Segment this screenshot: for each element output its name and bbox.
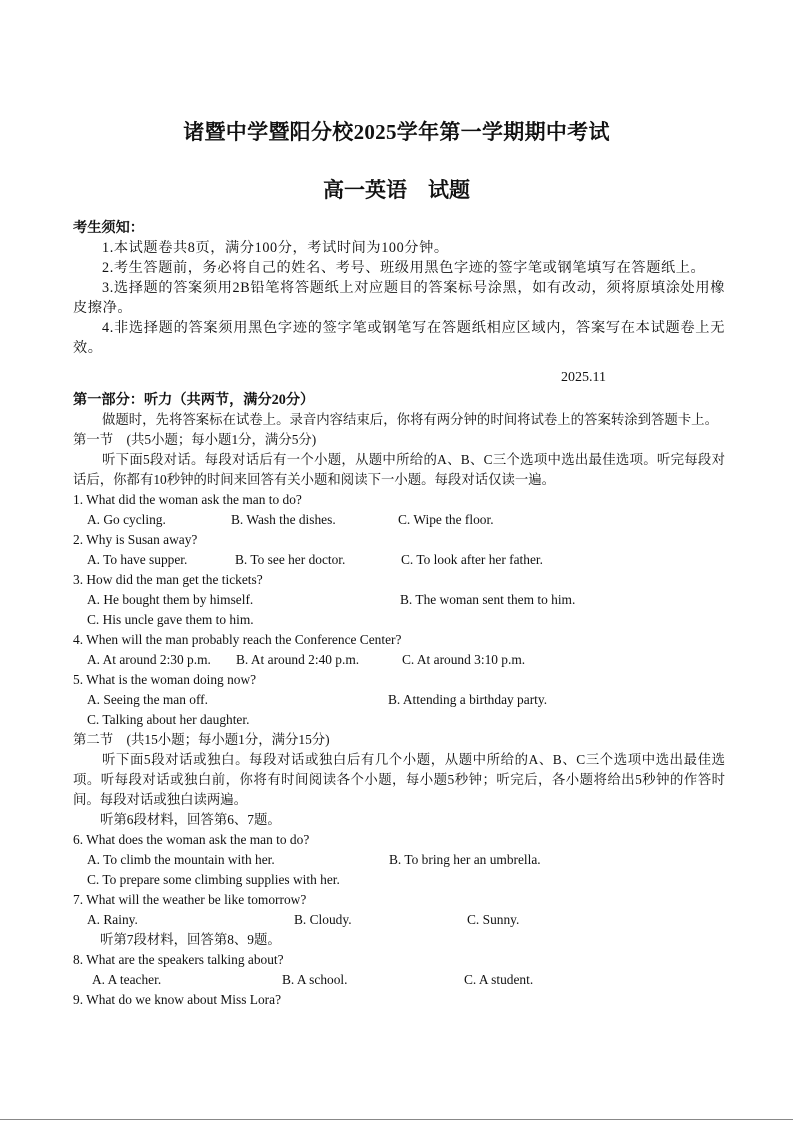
question-stem: 8. What are the speakers talking about? <box>73 952 284 967</box>
question-stem: 4. When will the man probably reach the Conference Center? <box>73 632 402 647</box>
question-stem: 2. Why is Susan away? <box>73 532 198 547</box>
option-a: A. A teacher. <box>92 972 162 987</box>
notice-item: 1.本试题卷共8页，满分100分，考试时间为100分钟。 <box>102 240 449 256</box>
question-options <box>73 910 725 930</box>
section1-instruction: 听下面5段对话。每段对话后有一个小题，从题中所给的A、B、C三个选项中选出最佳选项。听完每段对话后，你都有10秒钟的时间来回答有关小题和阅读下一小题。每段对话仅读一遍。 <box>73 452 725 487</box>
option-b: B. A school. <box>282 972 348 987</box>
question-options <box>73 970 725 990</box>
option-c: C. At around 3:10 p.m. <box>402 652 526 667</box>
question-stem: 1. What did the woman ask the man to do? <box>73 492 302 507</box>
question-stem: 3. How did the man get the tickets? <box>73 572 263 587</box>
option-b: B. Wash the dishes. <box>231 512 336 527</box>
option-c: C. To look after her father. <box>401 552 543 567</box>
option-c: C. Wipe the floor. <box>398 512 494 527</box>
question-options <box>73 870 725 890</box>
option-b: B. To see her doctor. <box>235 552 346 567</box>
question-options <box>73 690 725 710</box>
option-a: A. He bought them by himself. <box>87 592 254 607</box>
part1-heading: 第一部分：听力（共两节，满分20分） <box>73 392 315 408</box>
material-instruction: 听第6段材料，回答第6、7题。 <box>100 812 281 827</box>
option-b: B. To bring her an umbrella. <box>389 852 541 867</box>
option-c: C. Talking about her daughter. <box>87 712 250 727</box>
question-options <box>73 710 725 730</box>
page-bottom-divider <box>0 1119 793 1120</box>
option-a: A. Rainy. <box>87 912 138 927</box>
question-options <box>73 590 725 610</box>
option-b: B. Attending a birthday party. <box>388 692 548 707</box>
option-c: C. His uncle gave them to him. <box>87 612 254 627</box>
option-b: B. Cloudy. <box>294 912 352 927</box>
question-options <box>73 510 725 530</box>
part1-instruction: 做题时，先将答案标在试卷上。录音内容结束后，你将有两分钟的时间将试卷上的答案转涂到答题卡上。 <box>102 412 718 427</box>
question-stem: 9. What do we know about Miss Lora? <box>73 992 282 1007</box>
question-stem: 6. What does the woman ask the man to do? <box>73 832 310 847</box>
exam-title: 诸暨中学暨阳分校2025学年第一学期期中考试 <box>183 120 610 144</box>
question-options <box>73 550 725 570</box>
exam-subtitle: 高一英语 试题 <box>323 178 470 202</box>
option-c: C. A student. <box>464 972 534 987</box>
section2-heading: 第二节 (共15小题；每小题1分，满分15分) <box>73 732 330 747</box>
exam-notice <box>73 218 725 358</box>
section2-instruction: 听下面5段对话或独白。每段对话或独白后有几个小题，从题中所给的A、B、C三个选项中选出最佳选项。听每段对话或独白前，你将有时间阅读各个小题，每小题5秒钟；听完后，各小题将给出5秒钟的作答时间。每段对话或独白读两遍。 <box>73 752 725 807</box>
exam-date: 2025.11 <box>561 370 606 385</box>
option-a: A. Seeing the man off. <box>87 692 208 707</box>
option-c: C. Sunny. <box>467 912 520 927</box>
notice-item: 4.非选择题的答案须用黑色字迹的签字笔或钢笔写在答题纸相应区域内，答案写在本试题卷上无效。 <box>73 320 725 356</box>
listening-part <box>73 390 725 1010</box>
option-a: A. To have supper. <box>87 552 188 567</box>
option-b: B. The woman sent them to him. <box>400 592 576 607</box>
notice-item: 3.选择题的答案须用2B铅笔将答题纸上对应题目的答案标号涂黑，如有改动，须将原填涂处用橡皮擦净。 <box>73 280 725 316</box>
notice-heading: 考生须知： <box>73 220 144 236</box>
question-options <box>73 850 725 870</box>
option-b: B. At around 2:40 p.m. <box>236 652 360 667</box>
option-a: A. To climb the mountain with her. <box>87 852 275 867</box>
option-a: A. At around 2:30 p.m. <box>87 652 211 667</box>
option-a: A. Go cycling. <box>87 512 166 527</box>
question-stem: 5. What is the woman doing now? <box>73 672 257 687</box>
notice-item: 2.考生答题前，务必将自己的姓名、考号、班级用黑色字迹的签字笔或钢笔填写在答题纸上。 <box>102 260 706 276</box>
section1-heading: 第一节 (共5小题；每小题1分，满分5分) <box>73 432 317 447</box>
option-c: C. To prepare some climbing supplies with her. <box>87 872 340 887</box>
question-options <box>73 650 725 670</box>
question-options <box>73 610 725 630</box>
question-stem: 7. What will the weather be like tomorrow? <box>73 892 307 907</box>
material-instruction: 听第7段材料，回答第8、9题。 <box>100 932 281 947</box>
